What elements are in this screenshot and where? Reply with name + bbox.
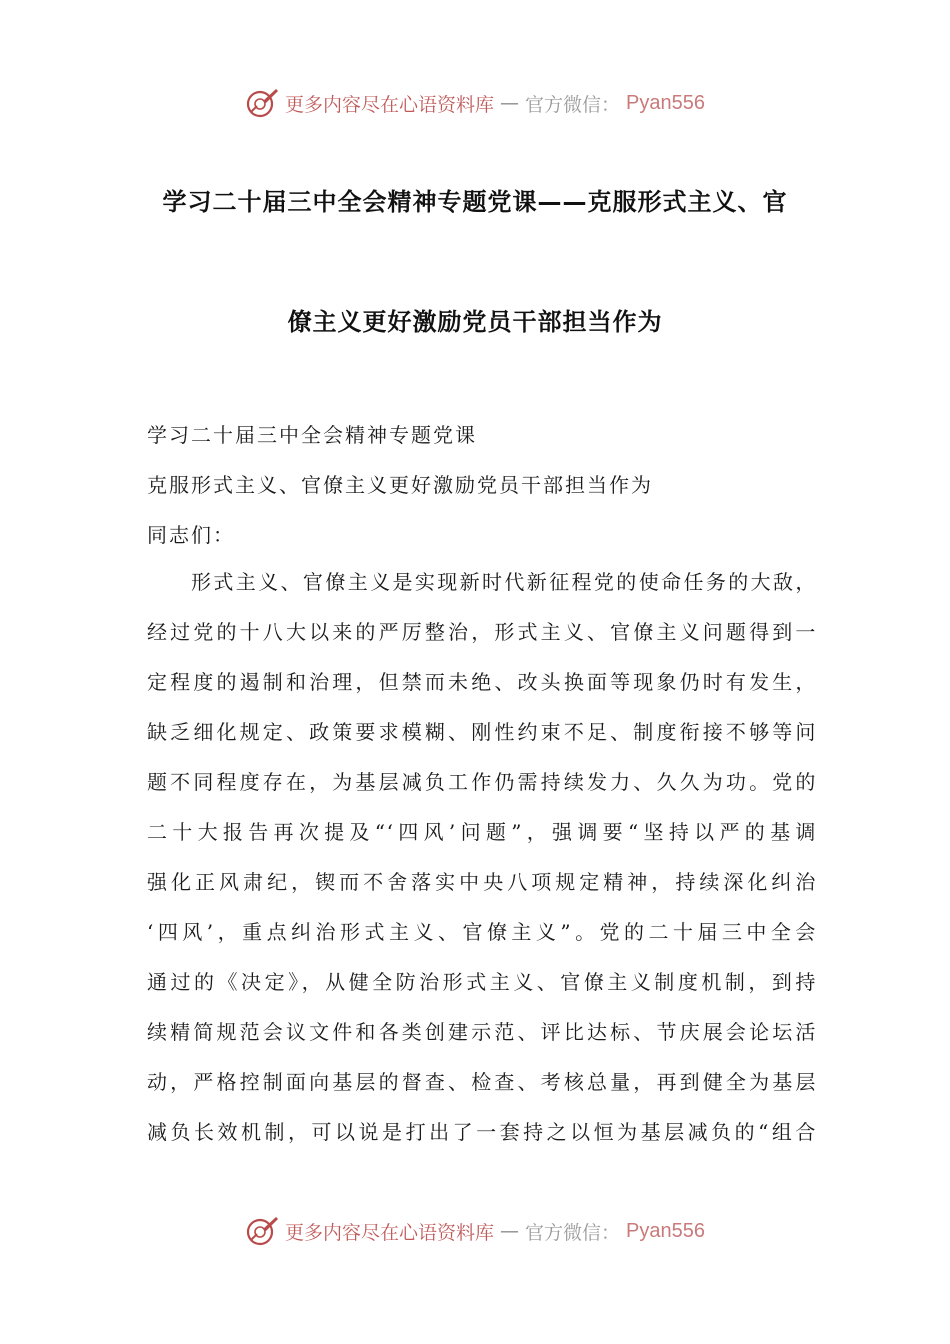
body-line: 缺乏细化规定、政策要求模糊、刚性约束不足、制度衔接不够等问 [147, 720, 817, 744]
body-line: 通过的《决定》，从健全防治形式主义、官僚主义制度机制，到持 [147, 970, 817, 994]
body-line: 题不同程度存在，为基层减负工作仍需持续发力、久久为功。党的 [147, 770, 817, 794]
pen-logo-icon [245, 1214, 279, 1248]
document-title-line-1: 学习二十届三中全会精神专题党课——克服形式主义、官 [162, 188, 788, 216]
body-paragraph [147, 567, 817, 1167]
pen-logo-icon [245, 86, 279, 120]
watermark-text: 更多内容尽在心语资料库 [285, 93, 495, 116]
salutation: 同志们： [147, 523, 235, 547]
watermark-top [0, 83, 950, 123]
watermark-bottom [0, 1211, 950, 1251]
body-line: 二十大报告再次提及“‘四风’问题”，强调要“坚持以严的基调 [147, 820, 817, 844]
watermark-separator: — [500, 92, 520, 114]
subtitle-line-1: 学习二十届三中全会精神专题党课 [147, 423, 477, 447]
document-title-line-2: 僚主义更好激励党员干部担当作为 [287, 308, 663, 336]
watermark-text: 更多内容尽在心语资料库 [285, 1221, 495, 1244]
body-line: 经过党的十八大以来的严厉整治，形式主义、官僚主义问题得到一 [147, 620, 817, 644]
body-line: 动，严格控制面向基层的督查、检查、考核总量，再到健全为基层 [147, 1070, 817, 1094]
watermark-tail: 官方微信： [525, 1221, 621, 1244]
watermark-tail: 官方微信： [525, 93, 621, 116]
body-line: 强化正风肃纪，锲而不舍落实中央八项规定精神，持续深化纠治 [147, 870, 817, 894]
watermark-separator: — [500, 1220, 520, 1242]
body-line: 续精简规范会议文件和各类创建示范、评比达标、节庆展会论坛活 [147, 1020, 817, 1044]
watermark-id: Pyan556 [626, 1219, 705, 1242]
body-line: 定程度的遏制和治理，但禁而未绝、改头换面等现象仍时有发生， [147, 670, 817, 694]
watermark-id: Pyan556 [626, 91, 705, 114]
body-line: 减负长效机制，可以说是打出了一套持之以恒为基层减负的“组合 [147, 1120, 817, 1144]
body-line: 形式主义、官僚主义是实现新时代新征程党的使命任务的大敌， [191, 570, 817, 594]
body-line: ‘四风’，重点纠治形式主义、官僚主义”。党的二十届三中全会 [147, 920, 817, 944]
subtitle-line-2: 克服形式主义、官僚主义更好激励党员干部担当作为 [147, 473, 653, 497]
